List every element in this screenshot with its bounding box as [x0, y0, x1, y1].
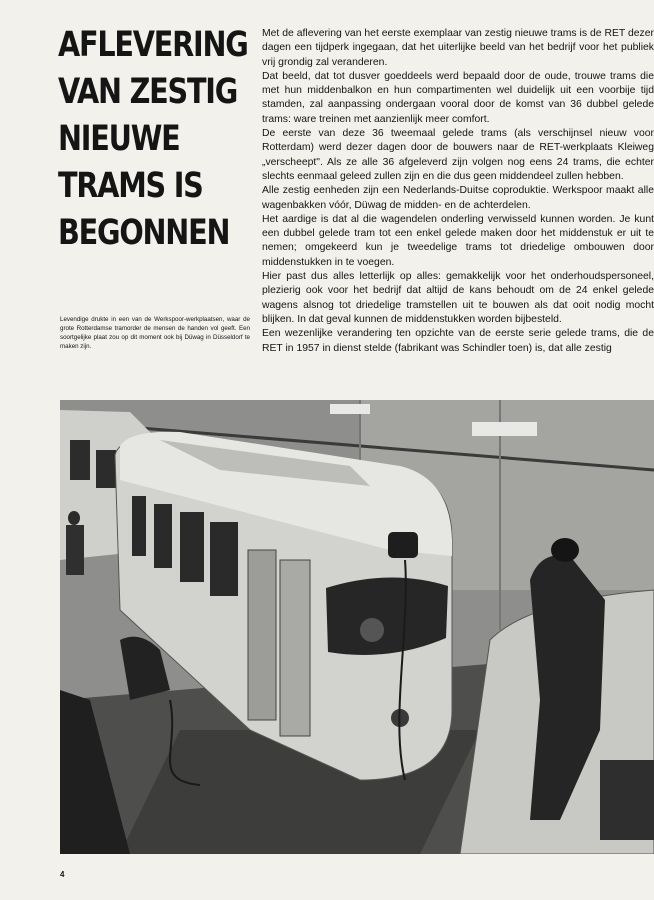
headline-line: AFLEVERING	[58, 25, 248, 65]
headline-line: BEGONNEN	[58, 213, 230, 253]
body-paragraph: Hier past dus alles letterlijk op alles: gemakkelijk voor het onderhoudspersoneel, plezierig ook voor het bedrijf dat altijd de kans behoudt om de 24 enkel gelede wagens alsnog tot driedelige tramstellen uit te bouwen als dat ooit nodig mocht blijken. In dat geval kunnen de middenstukken worden bijbesteld.	[262, 271, 654, 325]
driver-figure	[360, 618, 384, 642]
article-body	[262, 27, 654, 356]
body-paragraph: Het aardige is dat al die wagendelen onderling verwisseld kunnen worden. Je kunt een dubbel gelede tram tot een enkel gelede maken door het middenstuk er uit te nemen; omgekeerd kun je tweedelige trams tot driedelige ombouwen door middenstukken in te voegen.	[262, 213, 654, 268]
tram-door	[280, 560, 310, 736]
photo-illustration	[60, 400, 654, 854]
body-paragraph: Alle zestig eenheden zijn een Nederlands-Duitse coproduktie. Werkspoor maakt alle wagenbakken vóór, Düwag de midden- en de achterdelen.	[262, 185, 654, 211]
worker-figure	[66, 525, 84, 575]
headline-line: VAN ZESTIG	[58, 72, 238, 112]
front-windshield	[326, 577, 448, 654]
body-paragraph: Dat beeld, dat tot dusver goeddeels werd bepaald door de oude, trouwe trams die met hun middenbalkon en hun compartimenten wel duidelijk uit een voorbije tijd stamden, zal aanpassing ondergaan vooral door de komst van 36 dubbel gelede trams: ware treinen met aanzienlijk meer comfort.	[262, 70, 654, 125]
tram-window	[70, 440, 90, 480]
tram-door	[248, 550, 276, 720]
photo-caption: Levendige drukte in een van de Werkspoor-werkplaatsen, waar de grote Rotterdamse tramorder de mensen de handen vol geeft. Een soortgelijke plaat zou op dit moment ook bij Düwag in Düsseldorf te maken zijn.	[60, 316, 250, 350]
ceiling-lamp	[330, 404, 370, 414]
body-paragraph: De eerste van deze 36 tweemaal gelede trams (als verschijnsel nieuw voor Rotterdam) werd dezer dagen door de bouwers naar de RET-werkplaats Kleiweg „verscheept". Als ze alle 36 afgeleverd zijn volgen nog eens 24 trams, die echter slechts eenmaal geleed zullen zijn en die dus geen middendeel zullen hebben.	[262, 128, 654, 182]
destination-sign	[388, 532, 418, 558]
body-paragraph: Een wezenlijke verandering ten opzichte van de eerste serie gelede trams, die de RET in 1957 in dienst stelde (fabrikant was Schindler toen) is, dat alle zestig	[262, 328, 654, 354]
ceiling-lamp	[472, 422, 537, 436]
body-paragraph: Met de aflevering van het eerste exemplaar van zestig nieuwe trams is de RET dezer dagen een tijdperk ingegaan, dat het uiterlijke beeld van het bedrijf voor het publiek vrij grondig zal veranderen.	[262, 28, 654, 68]
tram-window	[132, 496, 146, 556]
page-number: 4	[60, 870, 65, 879]
tram-workshop-photo	[60, 400, 654, 854]
tram-window	[600, 760, 654, 840]
worker-cap	[551, 538, 579, 562]
article-headline	[58, 22, 248, 257]
headline-line: NIEUWE	[58, 119, 180, 159]
tram-window	[154, 504, 172, 568]
headline-line: TRAMS IS	[58, 166, 203, 206]
tram-window	[180, 512, 204, 582]
worker-figure	[68, 511, 80, 525]
tram-window	[96, 450, 116, 488]
tram-window	[210, 522, 238, 596]
